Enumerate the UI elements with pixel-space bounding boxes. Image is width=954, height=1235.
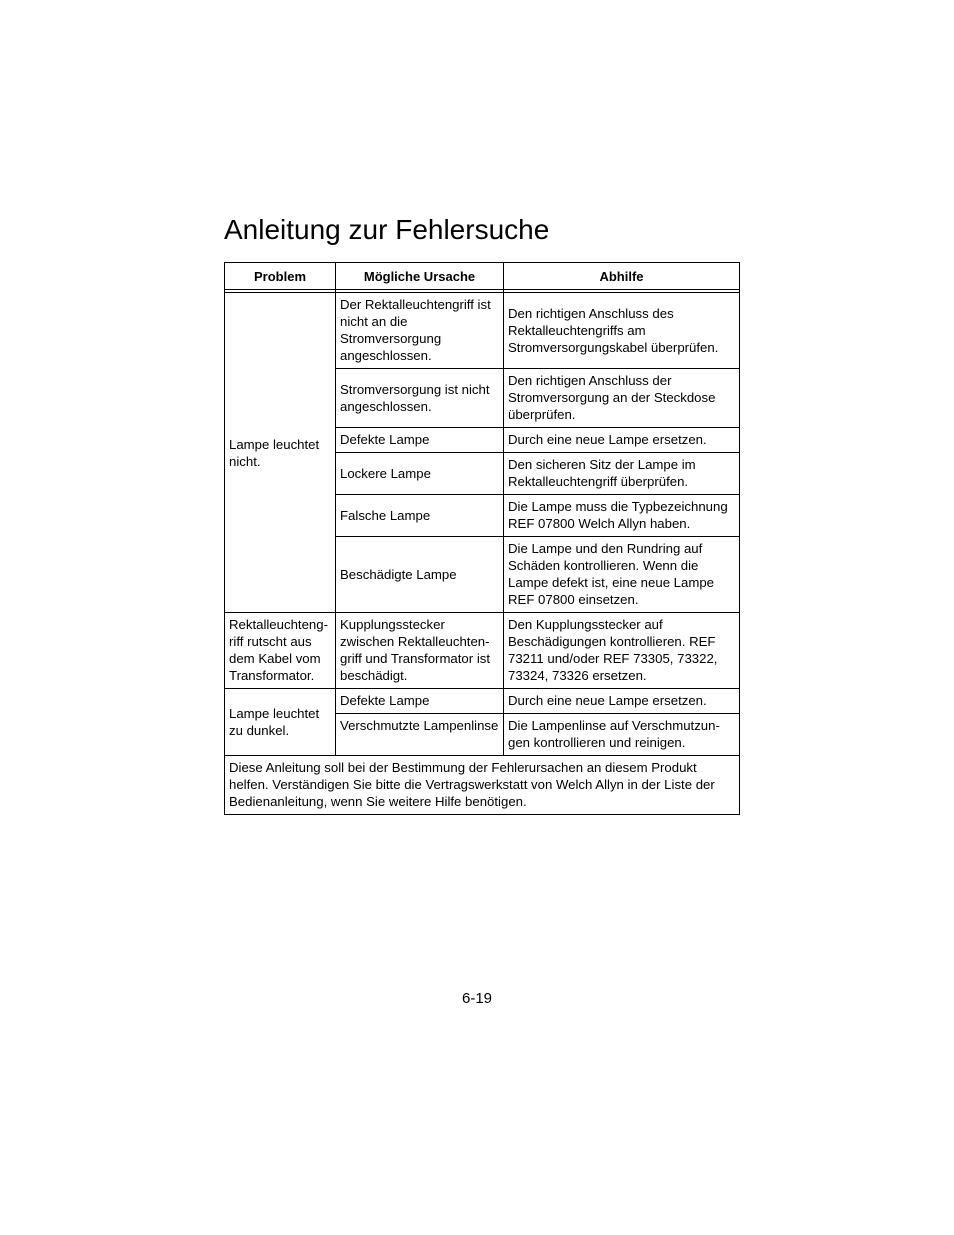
remedy-cell (504, 453, 740, 495)
cause-text: Defekte Lampe (340, 432, 430, 447)
table-row (225, 689, 740, 714)
cause-cell (336, 428, 504, 453)
table-header-row (225, 263, 740, 290)
remedy-text: Durch eine neue Lampe ersetzen. (508, 432, 707, 447)
page-number: 6-19 (461, 990, 493, 1007)
cause-text: Lockere Lampe (340, 466, 431, 481)
cause-cell (336, 495, 504, 537)
remedy-text: Die Lampenlinse auf Verschmutzungen kontrollieren und reinigen. (508, 718, 720, 750)
remedy-cell (504, 537, 740, 613)
table-row (225, 293, 740, 369)
remedy-cell (504, 689, 740, 714)
table-row (225, 613, 740, 689)
page-title: Anleitung zur Fehlersuche (224, 214, 550, 245)
cause-cell (336, 689, 504, 714)
problem-cell (225, 689, 336, 756)
footnote-row (225, 756, 740, 815)
cause-cell (336, 369, 504, 428)
remedy-cell (504, 369, 740, 428)
footnote-cell (225, 756, 740, 815)
remedy-text: Die Lampe muss die Typbezeichnung REF 07800 Welch Allyn haben. (508, 499, 728, 531)
remedy-text: Den Kupplungsstecker auf Beschädigungen kontrollieren. REF 73211 und/oder REF 73305, 73322, 73324, 73326 ersetzen. (508, 617, 718, 683)
problem-text: Rektalleuchtengriff rutscht aus dem Kabel vom Transformator. (229, 617, 328, 683)
cause-cell (336, 613, 504, 689)
cause-text: Beschädigte Lampe (340, 567, 457, 582)
remedy-text: Den sicheren Sitz der Lampe im Rektalleuchtengriff überprüfen. (508, 457, 696, 489)
header-cause: Mögliche Ursache (336, 263, 504, 290)
remedy-cell (504, 428, 740, 453)
cause-text: Kupplungsstecker zwischen Rektalleuchtengriff und Transformator ist beschädigt. (340, 617, 491, 683)
problem-text: Lampe leuchtet zu dunkel. (229, 706, 320, 738)
cause-text: Verschmutzte Lampenlinse (340, 718, 499, 733)
remedy-text: Durch eine neue Lampe ersetzen. (508, 693, 707, 708)
remedy-cell (504, 613, 740, 689)
cause-text: Stromversorgung ist nicht angeschlossen. (340, 382, 490, 414)
troubleshooting-table (224, 262, 740, 815)
cause-cell (336, 453, 504, 495)
cause-cell (336, 714, 504, 756)
header-remedy: Abhilfe (504, 263, 740, 290)
footnote-text: Diese Anleitung soll bei der Bestimmung der Fehlerursachen an diesem Produkt helfen. Verständigen Sie bitte die Vertragswerkstatt von Welch Allyn in der Liste der Bedienanleitung, wenn Sie weitere Hilfe benötigen. (229, 760, 715, 809)
cause-cell (336, 537, 504, 613)
problem-text: Lampe leuchtet nicht. (229, 436, 320, 469)
cause-text: Falsche Lampe (340, 508, 431, 523)
problem-cell (225, 293, 336, 613)
remedy-cell (504, 714, 740, 756)
remedy-text: Den richtigen Anschluss des Rektalleuchtengriffs am Stromversorgungskabel überprüfen. (508, 306, 719, 355)
header-problem: Problem (225, 263, 336, 290)
cause-text: Defekte Lampe (340, 693, 430, 708)
remedy-cell (504, 495, 740, 537)
cause-cell (336, 293, 504, 369)
problem-cell (225, 613, 336, 689)
remedy-cell (504, 293, 740, 369)
cause-text: Der Rektalleuchtengriff ist nicht an die Stromversorgung angeschlossen. (340, 297, 491, 363)
remedy-text: Den richtigen Anschluss der Stromversorgung an der Steckdose überprüfen. (508, 373, 716, 422)
remedy-text: Die Lampe und den Rundring auf Schäden kontrollieren. Wenn die Lampe defekt ist, eine neue Lampe REF 07800 einsetzen. (508, 541, 715, 607)
